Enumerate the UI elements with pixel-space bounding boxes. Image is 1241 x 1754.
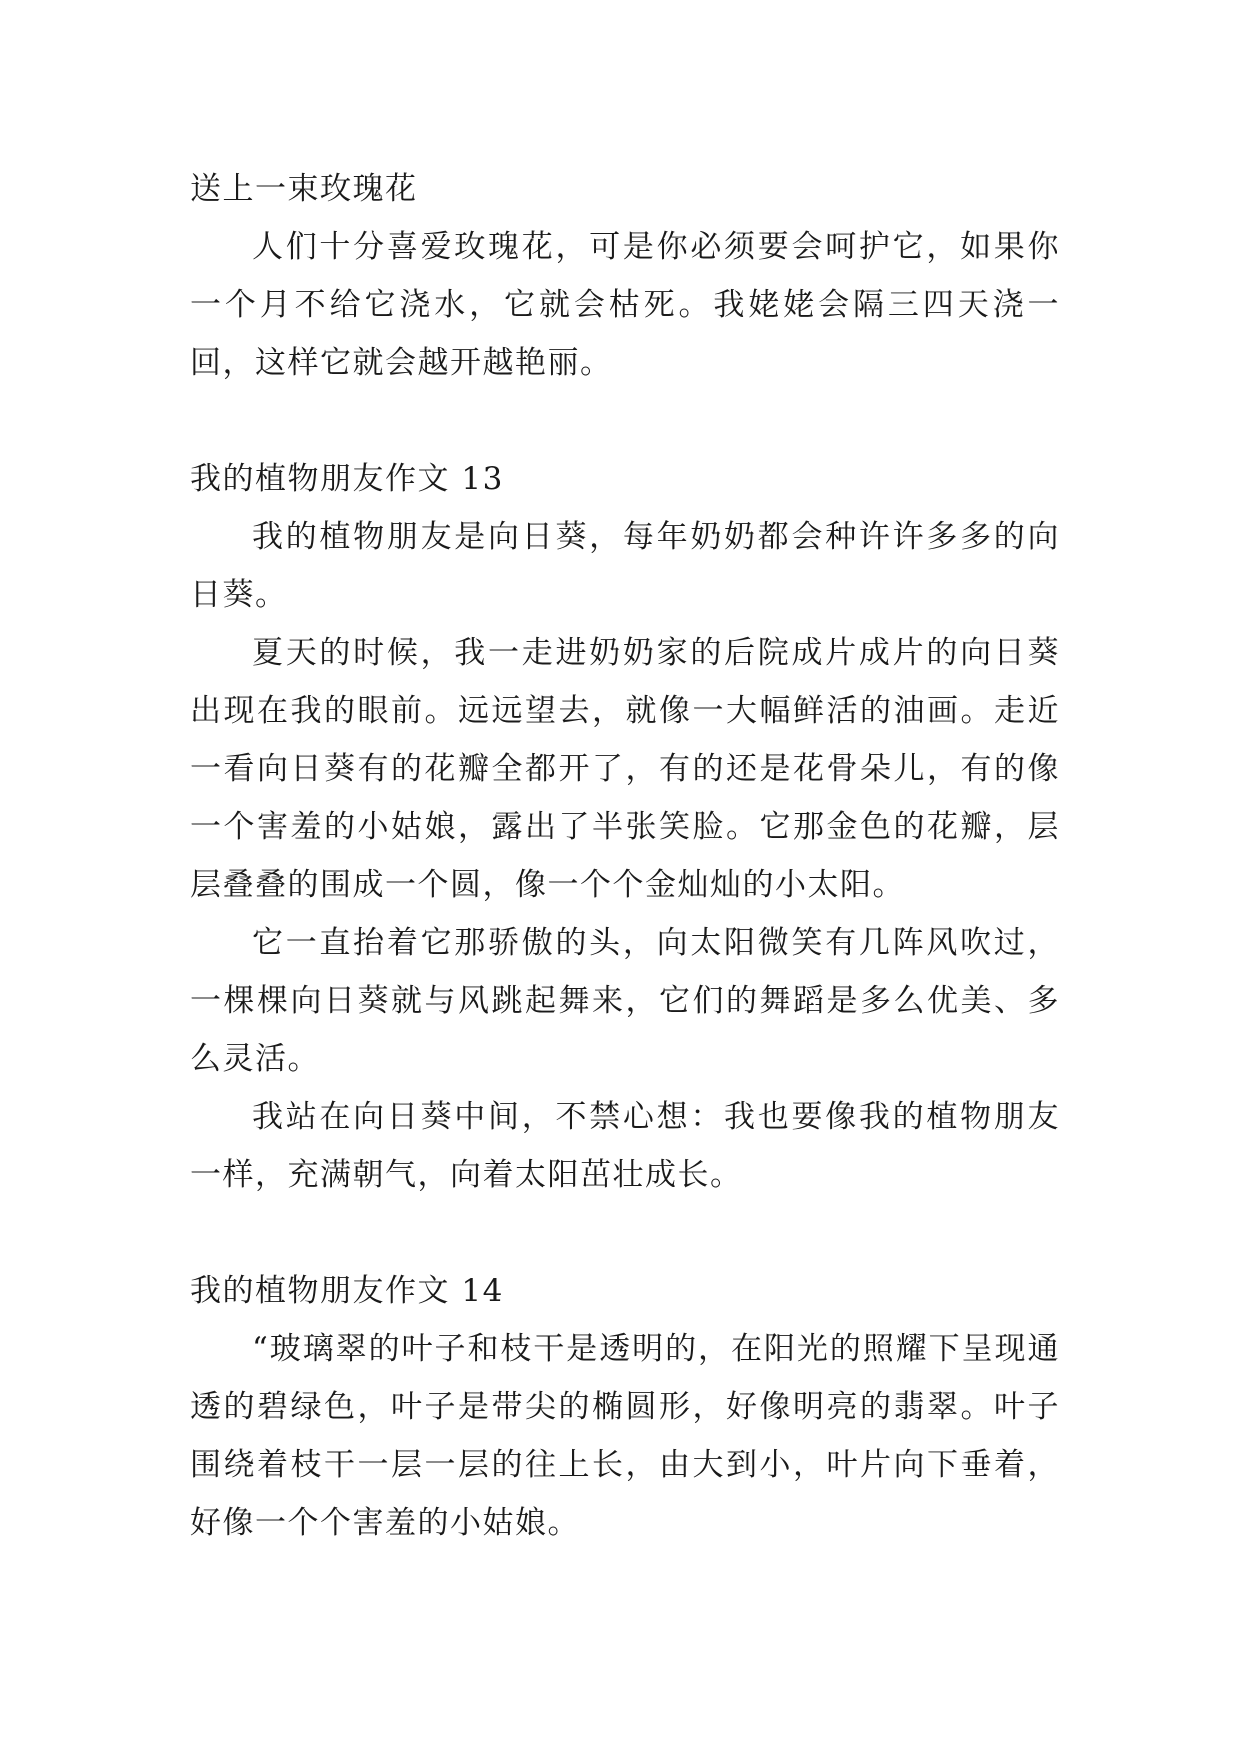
section-essay-14: [190, 1262, 1060, 1552]
section-spacer: [190, 392, 1060, 450]
paragraph: 人们十分喜爱玫瑰花，可是你必须要会呵护它，如果你一个月不给它浇水，它就会枯死。我姥姥会隔三四天浇一回，这样它就会越开越艳丽。: [190, 229, 1060, 381]
paragraph: 我的植物朋友是向日葵，每年奶奶都会种许许多多的向日葵。: [190, 519, 1060, 613]
section-title: 送上一束玫瑰花: [190, 171, 418, 207]
paragraph: 夏天的时候，我一走进奶奶家的后院成片成片的向日葵出现在我的眼前。远远望去，就像一大幅鲜活的油画。走近一看向日葵有的花瓣全都开了，有的还是花骨朵儿，有的像一个害羞的小姑娘，露出了半张笑脸。它那金色的花瓣，层层叠叠的围成一个圆，像一个个金灿灿的小太阳。: [190, 635, 1060, 903]
paragraph: 我站在向日葵中间，不禁心想：我也要像我的植物朋友一样，充满朝气，向着太阳茁壮成长。: [190, 1099, 1060, 1193]
document-body: [190, 160, 1060, 1552]
section-title: 我的植物朋友作文 13: [190, 461, 504, 497]
section-spacer: [190, 1204, 1060, 1262]
paragraph: “玻璃翠的叶子和枝干是透明的，在阳光的照耀下呈现通透的碧绿色，叶子是带尖的椭圆形，好像明亮的翡翠。叶子围绕着枝干一层一层的往上长，由大到小，叶片向下垂着，好像一个个害羞的小姑娘。: [190, 1331, 1060, 1541]
paragraph: 它一直抬着它那骄傲的头，向太阳微笑有几阵风吹过，一棵棵向日葵就与风跳起舞来，它们的舞蹈是多么优美、多么灵活。: [190, 925, 1060, 1077]
section-title: 我的植物朋友作文 14: [190, 1273, 504, 1309]
section-essay-13: [190, 450, 1060, 1204]
section-rose: [190, 160, 1060, 392]
